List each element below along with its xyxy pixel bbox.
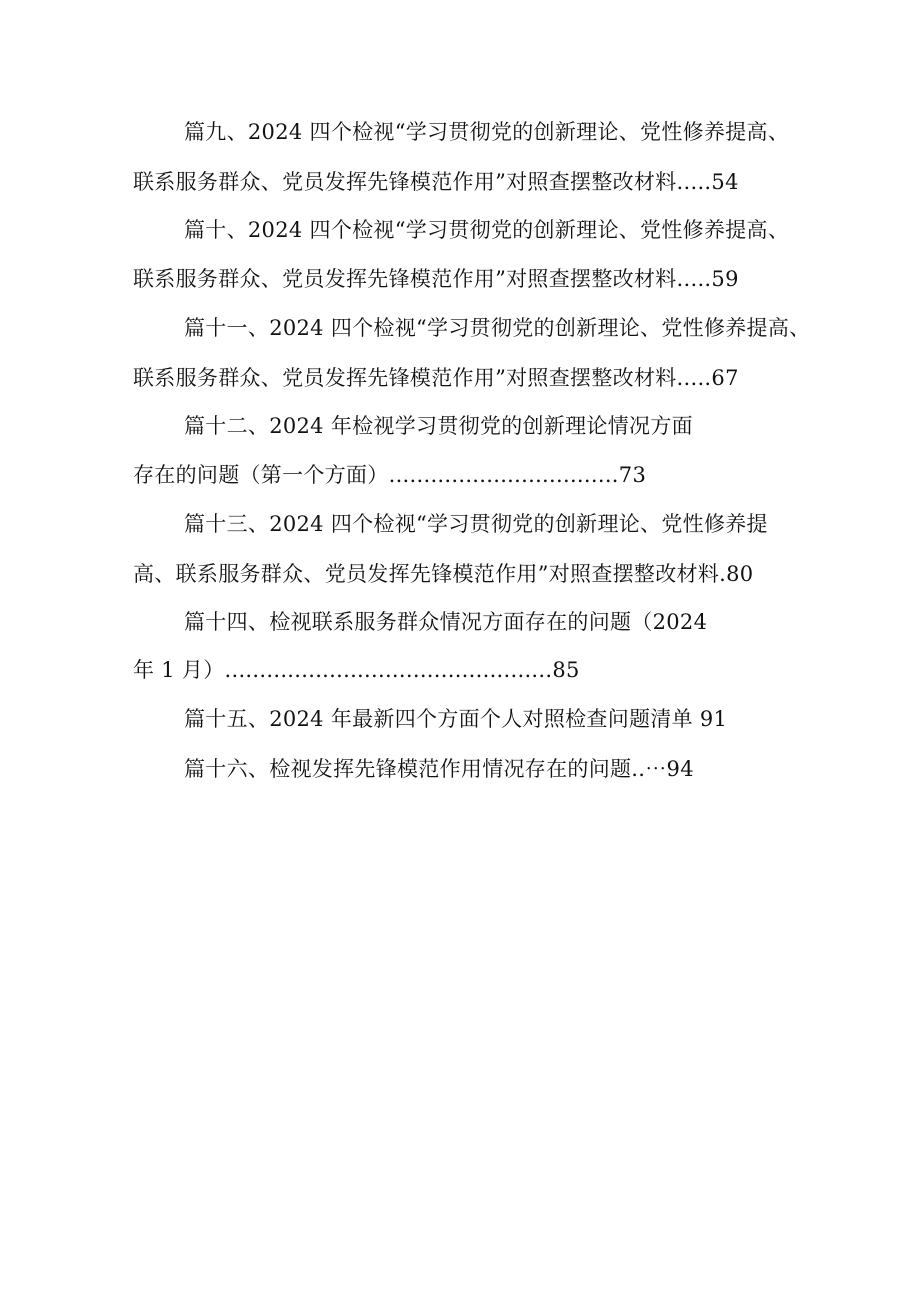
toc-entry-12-line-1: 篇十二、2024 年检视学习贯彻党的创新理论情况方面 <box>184 414 693 438</box>
toc-entry-11-line-2: 联系服务群众、党员发挥先锋模范作用”对照查摆整改材料.....67 <box>133 366 739 390</box>
toc-entry-13-line-1: 篇十三、2024 四个检视“学习贯彻党的创新理论、党性修养提 <box>184 512 768 536</box>
toc-entry-10-line-2: 联系服务群众、党员发挥先锋模范作用”对照查摆整改材料.....59 <box>133 267 739 291</box>
toc-entry-16-line-1: 篇十六、检视发挥先锋模范作用情况存在的问题..⋯94 <box>184 757 694 781</box>
toc-entry-12-line-2: 存在的问题（第一个方面）.................................73 <box>133 463 647 487</box>
toc-entry-9-line-1: 篇九、2024 四个检视“学习贯彻党的创新理论、党性修养提高、 <box>184 120 790 144</box>
toc-entry-13-line-2: 高、联系服务群众、党员发挥先锋模范作用”对照查摆整改材料.80 <box>133 562 754 586</box>
toc-entry-15-line-1: 篇十五、2024 年最新四个方面个人对照检查问题清单 91 <box>184 707 728 731</box>
toc-entry-14-line-1: 篇十四、检视联系服务群众情况方面存在的问题（2024 <box>184 610 708 634</box>
toc-entry-14-line-2: 年 1 月）...............................................85 <box>133 658 580 682</box>
toc-entry-11-line-1: 篇十一、2024 四个检视“学习贯彻党的创新理论、党性修养提高、 <box>184 316 811 340</box>
toc-entry-9-line-2: 联系服务群众、党员发挥先锋模范作用”对照查摆整改材料.....54 <box>133 170 739 194</box>
toc-entry-10-line-1: 篇十、2024 四个检视“学习贯彻党的创新理论、党性修养提高、 <box>184 218 790 242</box>
